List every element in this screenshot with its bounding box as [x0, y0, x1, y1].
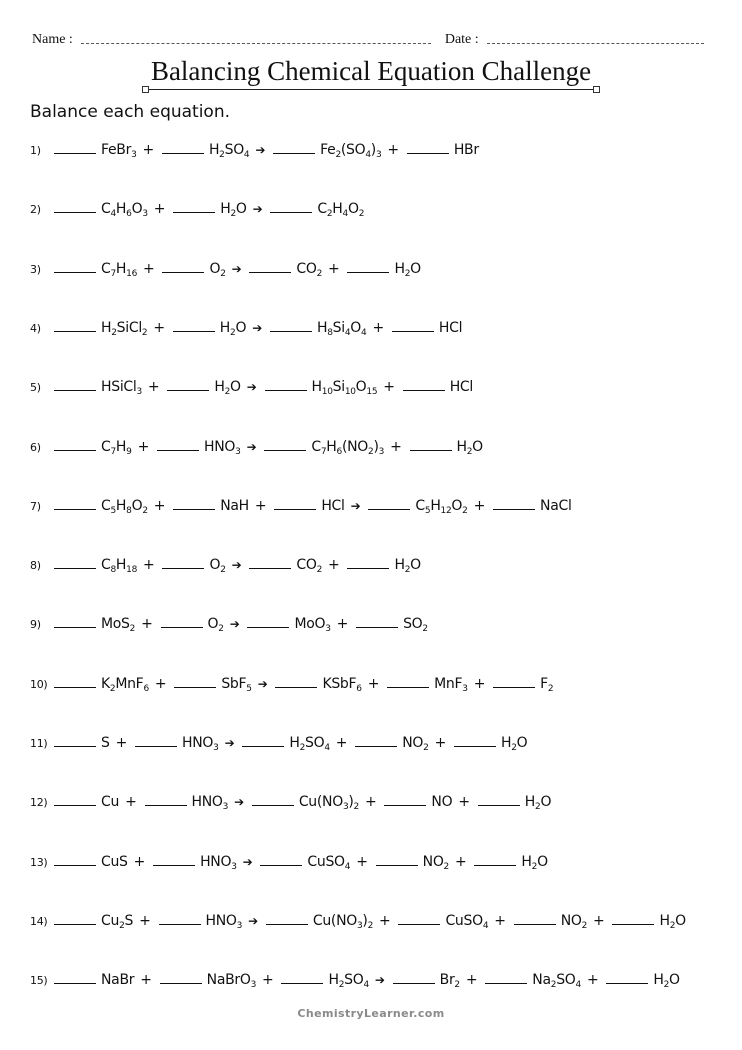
plus-sign: +: [133, 853, 146, 870]
coefficient-blank[interactable]: [135, 736, 177, 747]
coefficient-blank[interactable]: [612, 914, 654, 925]
reaction-arrow-icon: ➔: [248, 913, 258, 928]
equation-row: [30, 557, 421, 576]
chemical-formula: $H_2O$: [501, 735, 528, 753]
chemical-formula: $C_7H_6(NO_2)_3$: [311, 438, 385, 457]
chemical-formula: HCl: [321, 497, 345, 514]
coefficient-blank[interactable]: [387, 677, 429, 688]
coefficient-blank[interactable]: [393, 973, 435, 984]
coefficient-blank[interactable]: [274, 499, 316, 510]
coefficient-blank[interactable]: [347, 262, 389, 273]
coefficient-blank[interactable]: [173, 321, 215, 332]
equation-number: 13): [30, 855, 48, 869]
equation-number: 3): [30, 262, 41, 276]
coefficient-blank[interactable]: [403, 380, 445, 391]
chemical-formula: $H_2O$: [394, 260, 421, 279]
coefficient-blank[interactable]: [281, 973, 323, 984]
equation-number: 6): [30, 440, 41, 454]
chemical-formula: $HNO_3$: [204, 438, 241, 457]
chemical-formula: $HNO_3$: [182, 735, 219, 753]
coefficient-blank[interactable]: [54, 973, 96, 984]
coefficient-blank[interactable]: [474, 855, 516, 866]
coefficient-blank[interactable]: [159, 914, 201, 925]
equation-number: 10): [30, 677, 48, 691]
chemical-formula: HBr: [453, 142, 479, 158]
plus-sign: +: [125, 794, 137, 811]
coefficient-blank[interactable]: [162, 262, 204, 273]
right-handle-icon: [593, 86, 600, 93]
coefficient-blank[interactable]: [54, 855, 96, 866]
coefficient-blank[interactable]: [173, 499, 215, 510]
chemical-formula: $C_5H_{12}O_2$: [415, 497, 468, 516]
coefficient-blank[interactable]: [355, 736, 397, 747]
chemical-formula: NaBr: [101, 972, 135, 989]
equation-number: 2): [30, 203, 41, 217]
left-handle-icon: [142, 86, 149, 93]
plus-sign: +: [473, 497, 486, 514]
chemical-formula: HCl: [438, 319, 463, 336]
plus-sign: +: [153, 201, 166, 218]
chemical-formula: $SO_2$: [403, 616, 428, 635]
plus-sign: +: [142, 142, 154, 158]
chemical-formula: $H_2SiCl_2$: [101, 319, 148, 338]
plus-sign: +: [115, 735, 128, 751]
page-title: Balancing Chemical Equation Challenge: [150, 56, 592, 86]
chemical-formula: $H_2O$: [521, 853, 548, 872]
chemical-formula: $Cu(NO_3)_2$: [298, 794, 359, 813]
plus-sign: +: [390, 438, 402, 455]
plus-sign: +: [494, 912, 506, 929]
coefficient-blank[interactable]: [242, 736, 284, 747]
equation-row: [30, 201, 365, 220]
chemical-formula: CuSO$_4$: [307, 853, 351, 872]
chemical-formula: $NO_2$: [422, 853, 449, 872]
coefficient-blank[interactable]: [54, 795, 96, 806]
coefficient-blank[interactable]: [54, 736, 96, 747]
chemical-formula: $C_7H_9$: [101, 438, 132, 457]
plus-sign: +: [262, 972, 274, 989]
chemical-formula: $F_2$: [540, 675, 554, 694]
plus-sign: +: [328, 557, 340, 574]
equation-row: [30, 794, 552, 813]
plus-sign: +: [593, 912, 605, 929]
chemical-formula: $O_2$: [209, 260, 226, 279]
equation-number: 7): [30, 499, 41, 513]
coefficient-blank[interactable]: [54, 558, 96, 569]
equation-number: 8): [30, 559, 41, 573]
plus-sign: +: [139, 912, 151, 929]
coefficient-blank[interactable]: [384, 795, 426, 806]
chemical-formula: $H_2O$: [219, 319, 247, 338]
coefficient-blank[interactable]: [252, 795, 294, 806]
coefficient-blank[interactable]: [485, 973, 527, 984]
coefficient-blank[interactable]: [173, 202, 215, 213]
chemical-formula: S: [101, 735, 110, 751]
coefficient-blank[interactable]: [454, 736, 496, 747]
plus-sign: +: [473, 675, 486, 692]
coefficient-blank[interactable]: [347, 558, 389, 569]
coefficient-blank[interactable]: [162, 143, 204, 154]
equation-number: 11): [30, 737, 48, 750]
coefficient-blank[interactable]: [174, 677, 216, 688]
chemical-formula: $H_8Si_4O_4$: [316, 319, 367, 338]
plus-sign: +: [153, 319, 165, 336]
coefficient-blank[interactable]: [407, 143, 449, 154]
chemical-formula: MoS$_2$: [101, 616, 136, 635]
plus-sign: +: [372, 319, 384, 336]
equation-row: [30, 320, 462, 336]
equation-row: [30, 379, 473, 398]
equation-number: 1): [30, 144, 41, 157]
equation-number: 5): [30, 381, 41, 395]
chemical-formula: NaH: [220, 497, 249, 514]
coefficient-blank[interactable]: [265, 380, 307, 391]
chemical-formula: $C_2H_4O_2$: [317, 201, 365, 220]
chemical-formula: $O_2$: [207, 616, 224, 635]
equation-row: [30, 616, 428, 635]
chemical-formula: FeBr$_3$: [101, 142, 137, 160]
chemical-formula: $HNO_3$: [200, 853, 237, 872]
chemical-formula: $C_5H_8O_2$: [101, 497, 148, 516]
reaction-arrow-icon: ➔: [242, 854, 253, 869]
reaction-arrow-icon: ➔: [231, 261, 242, 276]
reaction-arrow-icon: ➔: [350, 498, 361, 513]
coefficient-blank[interactable]: [247, 617, 289, 628]
footer-watermark: ChemistryLearner.com: [297, 1007, 445, 1020]
coefficient-blank[interactable]: [54, 202, 96, 213]
reaction-arrow-icon: ➔: [252, 202, 263, 217]
plus-sign: +: [364, 794, 377, 811]
reaction-arrow-icon: ➔: [246, 380, 257, 395]
chemical-formula: $H_2O$: [456, 438, 483, 457]
coefficient-blank[interactable]: [270, 202, 312, 213]
plus-sign: +: [458, 794, 470, 811]
chemical-formula: MoO$_3$: [294, 616, 331, 635]
coefficient-blank[interactable]: [162, 558, 204, 569]
coefficient-blank[interactable]: [157, 440, 199, 451]
coefficient-blank[interactable]: [160, 973, 202, 984]
chemical-formula: $CO_2$: [296, 557, 323, 576]
coefficient-blank[interactable]: [264, 440, 306, 451]
header-row: [32, 30, 712, 48]
chemical-formula: NO: [431, 794, 453, 811]
coefficient-blank[interactable]: [249, 558, 291, 569]
reaction-arrow-icon: ➔: [252, 320, 262, 335]
chemical-formula: $Cu_2S$: [101, 912, 134, 931]
chemical-formula: $Br_2$: [439, 972, 460, 991]
plus-sign: +: [137, 438, 150, 455]
chemical-formula: $CO_2$: [296, 260, 323, 279]
chemical-formula: $NO_2$: [560, 912, 588, 931]
coefficient-blank[interactable]: [376, 855, 418, 866]
equation-row: [30, 142, 479, 158]
coefficient-blank[interactable]: [54, 143, 96, 154]
equation-row: [30, 498, 572, 514]
coefficient-blank[interactable]: [54, 914, 96, 925]
name-field[interactable]: [81, 43, 431, 44]
instructions: Balance each equation.: [30, 102, 231, 122]
coefficient-blank[interactable]: [398, 914, 440, 925]
coefficient-blank[interactable]: [54, 440, 96, 451]
chemical-formula: Cu: [101, 794, 120, 811]
coefficient-blank[interactable]: [478, 795, 520, 806]
equation-row: [30, 913, 686, 929]
coefficient-blank[interactable]: [514, 914, 556, 925]
equation-number: 14): [30, 914, 48, 928]
plus-sign: +: [153, 497, 166, 514]
coefficient-blank[interactable]: [410, 440, 452, 451]
chemical-formula: $C_4H_6O_3$: [101, 201, 148, 220]
title-underline: [146, 89, 596, 90]
chemical-formula: $Cu(NO_3)_2$: [312, 912, 374, 931]
coefficient-blank[interactable]: [54, 380, 96, 391]
reaction-arrow-icon: ➔: [231, 558, 242, 573]
chemical-formula: MnF$_3$: [434, 675, 468, 694]
chemical-formula: $Fe_2(SO_4)_3$: [320, 142, 382, 160]
reaction-arrow-icon: ➔: [374, 973, 385, 988]
chemical-formula: $H_{10}Si_{10}O_{15}$: [311, 379, 378, 398]
reaction-arrow-icon: ➔: [257, 676, 268, 691]
plus-sign: +: [147, 379, 160, 396]
chemical-formula: SbF$_5$: [221, 675, 252, 694]
chemical-formula: CuSO$_4$: [445, 912, 489, 931]
chemical-formula: $H_2SO_4$: [289, 735, 330, 753]
equation-row: [30, 676, 553, 692]
chemical-formula: $H_2O$: [653, 972, 680, 991]
equation-row: [30, 972, 680, 991]
coefficient-blank[interactable]: [54, 262, 96, 273]
coefficient-blank[interactable]: [260, 855, 302, 866]
chemical-formula: $HNO_3$: [205, 912, 243, 931]
plus-sign: +: [254, 497, 267, 514]
chemical-formula: NaCl: [540, 497, 572, 514]
coefficient-blank[interactable]: [54, 499, 96, 510]
equation-number: 15): [30, 974, 48, 988]
equation-row: [30, 854, 548, 870]
plus-sign: +: [465, 972, 478, 989]
plus-sign: +: [586, 972, 599, 989]
coefficient-blank[interactable]: [266, 914, 308, 925]
plus-sign: +: [367, 675, 380, 692]
equation-row: [30, 735, 527, 751]
chemical-formula: $HNO_3$: [191, 794, 229, 813]
chemical-formula: $H_2O$: [394, 557, 421, 576]
chemical-formula: HCl: [449, 379, 473, 396]
plus-sign: +: [387, 142, 399, 158]
plus-sign: +: [454, 853, 467, 870]
name-label: Name :: [32, 32, 73, 47]
coefficient-blank[interactable]: [54, 321, 96, 332]
plus-sign: +: [328, 260, 340, 277]
chemical-formula: $H_2O$: [220, 201, 247, 220]
coefficient-blank[interactable]: [493, 499, 535, 510]
coefficient-blank[interactable]: [167, 380, 209, 391]
plus-sign: +: [141, 616, 153, 633]
chemical-formula: $Na_2SO_4$: [532, 972, 581, 991]
plus-sign: +: [140, 972, 152, 989]
plus-sign: +: [383, 379, 395, 396]
reaction-arrow-icon: ➔: [224, 736, 235, 750]
plus-sign: +: [379, 912, 391, 929]
coefficient-blank[interactable]: [249, 262, 291, 273]
reaction-arrow-icon: ➔: [234, 795, 244, 810]
coefficient-blank[interactable]: [356, 617, 398, 628]
chemical-formula: CuS: [101, 853, 128, 870]
reaction-arrow-icon: ➔: [229, 617, 240, 632]
equation-number: 9): [30, 618, 41, 632]
coefficient-blank[interactable]: [161, 617, 203, 628]
plus-sign: +: [143, 557, 155, 574]
plus-sign: +: [356, 853, 368, 870]
reaction-arrow-icon: ➔: [255, 143, 266, 157]
chemical-formula: $O_2$: [209, 557, 226, 576]
plus-sign: +: [336, 616, 349, 633]
plus-sign: +: [154, 675, 167, 692]
coefficient-blank[interactable]: [145, 795, 187, 806]
equation-row: [30, 439, 483, 455]
date-label: Date :: [444, 32, 479, 47]
chemical-formula: $H_2SO_4$: [208, 142, 250, 160]
chemical-formula: $H_2O$: [524, 794, 552, 813]
coefficient-blank[interactable]: [606, 973, 648, 984]
plus-sign: +: [434, 735, 446, 751]
coefficient-blank[interactable]: [270, 321, 312, 332]
coefficient-blank[interactable]: [368, 499, 410, 510]
equation-row: [30, 261, 421, 277]
chemical-formula: HSiCl$_3$: [101, 379, 142, 398]
chemical-formula: $H_2O$: [659, 912, 686, 931]
reaction-arrow-icon: ➔: [246, 439, 257, 454]
chemical-formula: NaBrO$_3$: [206, 972, 257, 991]
coefficient-blank[interactable]: [54, 617, 96, 628]
coefficient-blank[interactable]: [493, 677, 535, 688]
chemical-formula: $K_2MnF_6$: [101, 675, 149, 694]
chemical-formula: $C_8H_{18}$: [101, 557, 138, 576]
coefficient-blank[interactable]: [275, 677, 317, 688]
chemical-formula: $C_7H_{16}$: [101, 260, 138, 279]
plus-sign: +: [143, 260, 155, 277]
equation-number: 12): [30, 796, 48, 810]
equation-number: 4): [30, 321, 41, 335]
coefficient-blank[interactable]: [273, 143, 315, 154]
chemical-formula: $NO_2$: [402, 735, 429, 753]
chemical-formula: $H_2O$: [214, 379, 241, 398]
date-field[interactable]: [487, 43, 704, 44]
plus-sign: +: [335, 735, 348, 751]
chemical-formula: KSbF$_6$: [322, 675, 362, 694]
coefficient-blank[interactable]: [54, 677, 96, 688]
coefficient-blank[interactable]: [153, 855, 195, 866]
coefficient-blank[interactable]: [392, 321, 434, 332]
chemical-formula: $H_2SO_4$: [328, 972, 369, 991]
